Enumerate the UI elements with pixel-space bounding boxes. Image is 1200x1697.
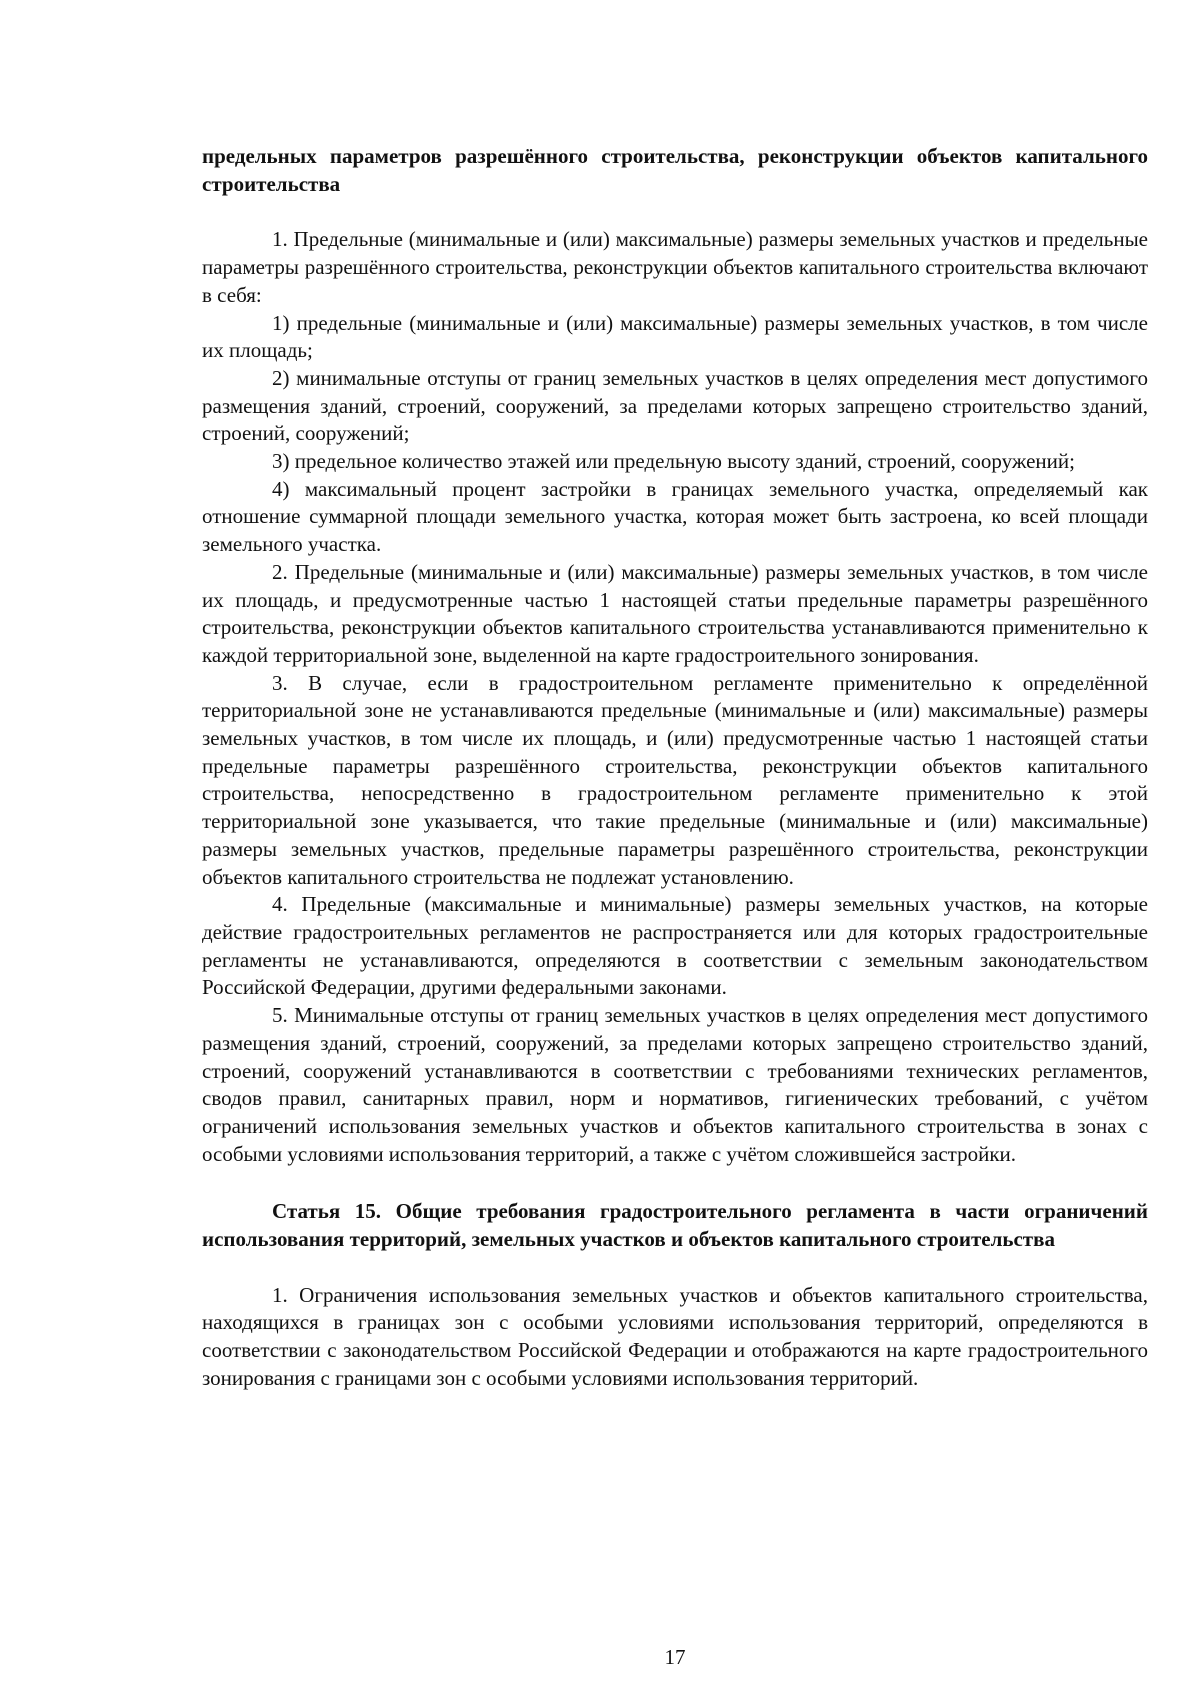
list-item-2: 2) минимальные отступы от границ земельных участков в целях определения мест допустимого размещения зданий, строений, сооружений, за пределами которых запрещено строительство зданий, строений, сооружений; <box>202 365 1148 446</box>
list-item-3: 3) предельное количество этажей или предельную высоту зданий, строений, сооружений; <box>272 449 1075 474</box>
paragraph-part2-item-1: 1. Ограничения использования земельных участков и объектов капитального строительства, находящихся в границах зон с особыми условиями использования территорий, определяются в соответствии с законодательством Российской Федерации и отображаются на карте градостроительного зонирования с границами зон с особыми условиями использования территорий. <box>202 1282 1148 1390</box>
list-item-4: 4) максимальный процент застройки в границах земельного участка, определяемый как отношение суммарной площади земельного участка, которая может быть застроена, ко всей площади земельного участка. <box>202 476 1148 557</box>
list-item-1: 1) предельные (минимальные и (или) максимальные) размеры земельных участков, в том числе их площадь; <box>202 310 1148 363</box>
page-number: 17 <box>664 1645 686 1669</box>
article-15-heading: Статья 15. Общие требования градостроительного регламента в части ограничений использования территорий, земельных участков и объектов капитального строительства <box>202 1199 1148 1252</box>
document-body <box>202 143 1148 1393</box>
section-heading-continuation: предельных параметров разрешённого строительства, реконструкции объектов капитального строительства <box>202 144 1148 196</box>
paragraph-part1-item-5: 5. Минимальные отступы от границ земельных участков в целях определения мест допустимого размещения зданий, строений, сооружений, за пределами которых запрещено строительство зданий, строений, сооружений устанавливаются в соответствии с требованиями технических регламентов, сводов правил, санитарных правил, норм и нормативов, гигиенических требований, с учётом ограничений использования земельных участков и объектов капитального строительства в зонах с особыми условиями использования территорий, а также с учётом сложившейся застройки. <box>202 1003 1148 1166</box>
paragraph-part1-item-3: 3. В случае, если в градостроительном регламенте применительно к определённой территориальной зоне не устанавливаются предельные (минимальные и (или) максимальные) размеры земельных участков, в том числе их площадь, и (или) предусмотренные частью 1 настоящей статьи предельные параметры разрешённого строительства, реконструкции объектов капитального строительства, непосредственно в градостроительном регламенте применительно к этой территориальной зоне указывается, что такие предельные (минимальные и (или) максимальные) размеры земельных участков, предельные параметры разрешённого строительства, реконструкции объектов капитального строительства не подлежат установлению. <box>202 670 1148 889</box>
paragraph-part1-item-2: 2. Предельные (минимальные и (или) максимальные) размеры земельных участков, в том числе их площадь, и предусмотренные частью 1 настоящей статьи предельные параметры разрешённого строительства, реконструкции объектов капитального строительства устанавливаются применительно к каждой территориальной зоне, выделенной на карте градостроительного зонирования. <box>202 559 1148 667</box>
paragraph-part1-item-4: 4. Предельные (максимальные и минимальные) размеры земельных участков, на которые действие градостроительных регламентов не распространяется или для которых градостроительные регламенты не устанавливаются, определяются в соответствии с земельным законодательством Российской Федерации, другими федеральными законами. <box>202 892 1148 1000</box>
paragraph-part1-item-1: 1. Предельные (минимальные и (или) максимальные) размеры земельных участков и предельные параметры разрешённого строительства, реконструкции объектов капитального строительства включают в себя: <box>202 227 1148 307</box>
